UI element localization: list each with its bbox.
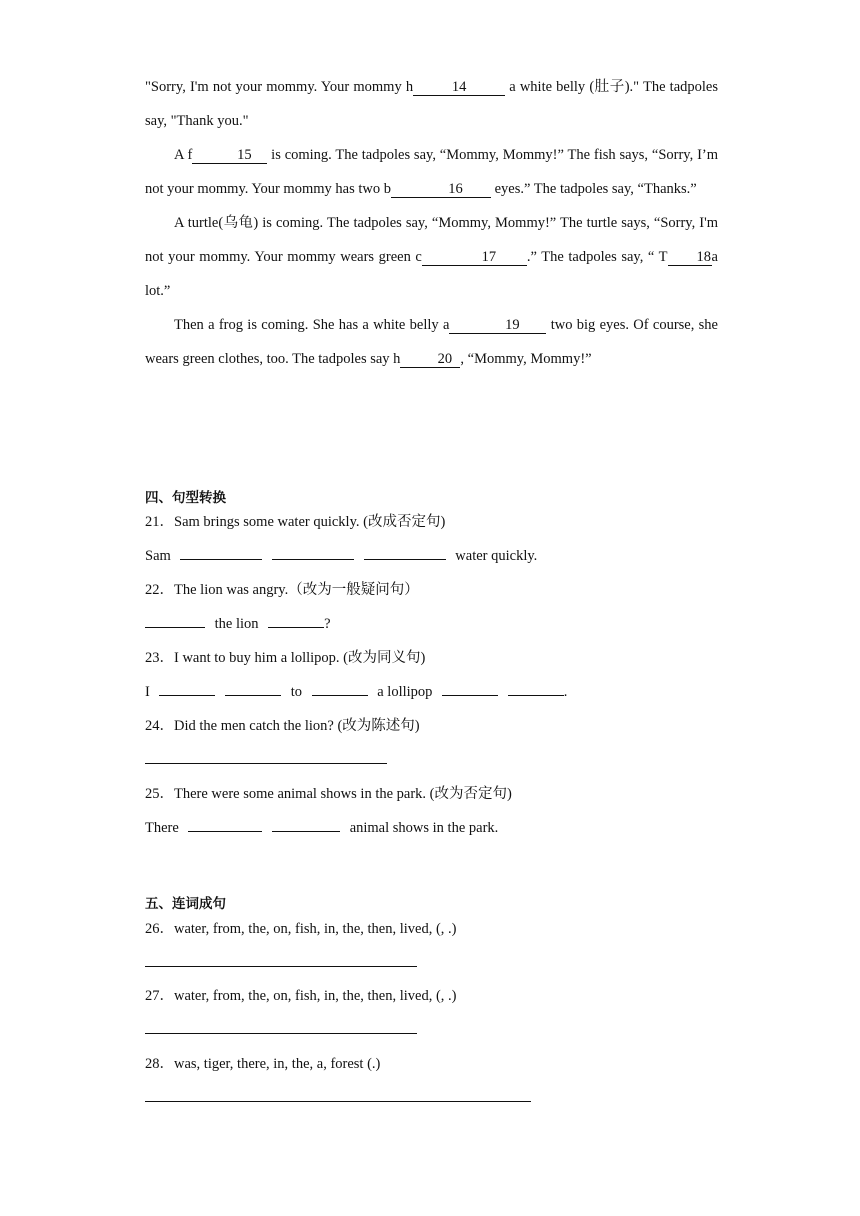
question-28-prompt: 28．was, tiger, there, in, the, a, forest (.) <box>145 1056 381 1072</box>
answer-blank[interactable] <box>508 695 564 696</box>
answer-blank[interactable] <box>145 627 205 628</box>
passage-text: .” The tadpoles say, “ T <box>526 249 668 265</box>
passage-text: A turtle(乌龟) is coming. The tadpoles say, “Mommy, Mommy!” The turtle says, “Sorry, I'm not your mommy. Your mommy wears green c <box>145 215 718 265</box>
answer-text: . <box>563 684 568 700</box>
question-21-prompt: 21．Sam brings some water quickly. (改成否定句) <box>145 514 446 530</box>
blank-14[interactable]: 14 <box>413 79 505 96</box>
answer-blank[interactable] <box>272 831 340 832</box>
answer-blank[interactable] <box>364 559 446 560</box>
passage-text: A f <box>174 147 193 163</box>
passage-text: two big eyes. Of course, she wears green clothes, too. The tadpoles say h <box>145 317 718 367</box>
question-26-answer-line[interactable] <box>145 966 417 967</box>
question-23-answer-row <box>145 684 567 700</box>
question-28-answer-line[interactable] <box>145 1101 531 1102</box>
passage-text: Then a frog is coming. She has a white belly a <box>174 317 450 333</box>
answer-text: ? <box>324 616 331 632</box>
question-27-prompt: 27．water, from, the, on, fish, in, the, then, lived, (, .) <box>145 988 457 1004</box>
question-25-answer-row <box>145 820 498 836</box>
passage-text: "Sorry, I'm not your mommy. Your mommy h <box>145 79 414 95</box>
passage-paragraph-2 <box>145 138 718 206</box>
answer-text: the lion <box>214 616 259 632</box>
question-22-answer-row <box>145 616 331 632</box>
question-24-answer-line[interactable] <box>145 763 387 764</box>
passage-text: , “Mommy, Mommy!” <box>460 351 592 367</box>
passage-paragraph-4 <box>145 308 718 376</box>
question-27-answer-line[interactable] <box>145 1033 417 1034</box>
passage-text: is coming. The tadpoles say, “Mommy, Mommy!” The fish says, “Sorry, I’m not your mommy. Your mommy has two b <box>145 147 719 197</box>
blank-16[interactable]: 16 <box>391 181 491 198</box>
answer-blank[interactable] <box>180 559 262 560</box>
blank-15[interactable]: 15 <box>192 147 267 164</box>
answer-blank[interactable] <box>442 695 498 696</box>
answer-text: I <box>145 684 150 700</box>
answer-blank[interactable] <box>268 627 324 628</box>
cloze-passage <box>145 70 718 376</box>
answer-blank[interactable] <box>188 831 262 832</box>
passage-paragraph-1 <box>145 70 718 138</box>
answer-text: animal shows in the park. <box>349 820 499 836</box>
answer-text: water quickly. <box>455 548 538 564</box>
section-4-title: 四、句型转换 <box>145 490 226 506</box>
answer-text: a lollipop <box>377 684 433 700</box>
passage-text: eyes.” The tadpoles say, “Thanks.” <box>490 181 697 197</box>
section-5-title: 五、连词成句 <box>145 896 226 912</box>
question-25-prompt: 25．There were some animal shows in the park. (改为否定句) <box>145 786 512 802</box>
question-26-prompt: 26．water, from, the, on, fish, in, the, then, lived, (, .) <box>145 921 457 937</box>
blank-20[interactable]: 20 <box>400 351 460 368</box>
question-23-prompt: 23．I want to buy him a lollipop. (改为同义句) <box>145 650 426 666</box>
answer-text: to <box>290 684 302 700</box>
question-21-answer-row <box>145 548 537 564</box>
blank-19[interactable]: 19 <box>449 317 546 334</box>
blank-18[interactable]: 18 <box>668 249 712 266</box>
answer-blank[interactable] <box>272 559 354 560</box>
answer-text: There <box>145 820 179 836</box>
question-22-prompt: 22．The lion was angry.（改为一般疑问句） <box>145 582 419 598</box>
blank-17[interactable]: 17 <box>422 249 527 266</box>
answer-text: Sam <box>145 548 171 564</box>
passage-text: a lot.” <box>145 249 718 299</box>
answer-blank[interactable] <box>159 695 215 696</box>
answer-blank[interactable] <box>225 695 281 696</box>
passage-text: a white belly (肚子)." The tadpoles say, "Thank you." <box>145 79 718 129</box>
answer-blank[interactable] <box>312 695 368 696</box>
passage-paragraph-3 <box>145 206 718 308</box>
question-24-prompt: 24．Did the men catch the lion? (改为陈述句) <box>145 718 420 734</box>
